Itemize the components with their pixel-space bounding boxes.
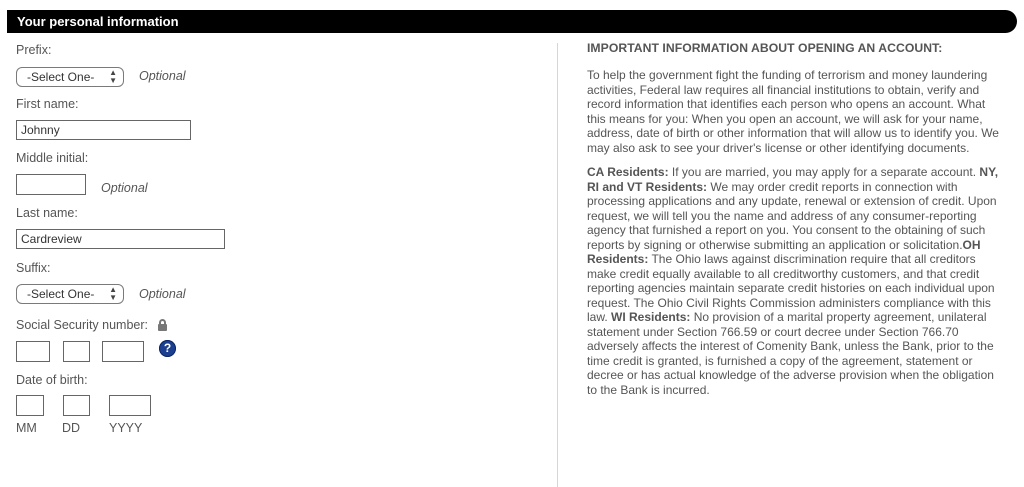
- wi-residents-text: No provision of a marital property agreement, unilateral statement under Section 766.59 or court decree under Section 766.70 adversely affects the interest of Comenity Bank, unless the Bank, prior to the time credit is granted, is furnished a copy of the agreement, statement or decree or has actual knowledge of the adverse provision when the obligation to the Bank is incurred.: [587, 310, 994, 397]
- ssn-part2-input[interactable]: [63, 341, 90, 362]
- oh-residents-label: OH Residents:: [587, 237, 981, 266]
- middle-initial-label: Middle initial:: [16, 151, 89, 165]
- dob-month-caption: MM: [16, 421, 37, 435]
- column-divider: [557, 43, 558, 487]
- prefix-select[interactable]: [16, 67, 124, 87]
- ca-residents-label: CA Residents:: [587, 165, 669, 179]
- info-paragraph: To help the government fight the funding of terrorism and money laundering activities, Federal law requires all financial institutions to obtain, verify and record information that identifies each person who opens an account. What this means for you: When you open an account, we will ask for your name, address, date of birth or other information that will allow us to identify you. We may also ask to see your driver's license or other identifying documents.: [587, 68, 999, 155]
- account-info-panel: [587, 41, 1005, 407]
- ny-residents-label: NY, RI and VT Residents:: [587, 165, 999, 194]
- last-name-input[interactable]: Cardreview: [16, 229, 225, 249]
- first-name-label: First name:: [16, 97, 79, 111]
- select-arrows-icon: ▲ ▼: [109, 68, 117, 85]
- suffix-select-value: -Select One-: [27, 287, 95, 301]
- last-name-label: Last name:: [16, 206, 78, 220]
- middle-initial-input[interactable]: [16, 174, 86, 195]
- ssn-part1-input[interactable]: [16, 341, 50, 362]
- help-icon[interactable]: ?: [159, 340, 176, 357]
- prefix-label: Prefix:: [16, 43, 52, 57]
- info-heading: IMPORTANT INFORMATION ABOUT OPENING AN ACCOUNT:: [587, 41, 943, 55]
- suffix-select[interactable]: [16, 284, 124, 304]
- residents-paragraph: [587, 165, 1005, 397]
- dob-month-input[interactable]: [16, 395, 44, 416]
- section-title: Your personal information: [17, 14, 179, 29]
- ca-residents-text: If you are married, you may apply for a separate account.: [668, 165, 980, 179]
- suffix-optional: Optional: [139, 287, 186, 301]
- dob-label: Date of birth:: [16, 373, 88, 387]
- dob-day-input[interactable]: [63, 395, 90, 416]
- wi-residents-label: WI Residents:: [611, 310, 691, 324]
- dob-year-input[interactable]: [109, 395, 151, 416]
- prefix-optional: Optional: [139, 69, 186, 83]
- ssn-label: Social Security number:: [16, 318, 149, 332]
- oh-residents-text: The Ohio laws against discrimination require that all creditors make credit equally available to all creditworthy customers, and that credit reporting agencies maintain separate credit histories on each individual upon request. The Ohio Civil Rights Commission administers compliance with this law.: [587, 252, 995, 324]
- ssn-part3-input[interactable]: [102, 341, 144, 362]
- dob-year-caption: YYYY: [109, 421, 143, 435]
- select-arrows-icon: ▲ ▼: [109, 285, 117, 302]
- personal-info-form: [16, 0, 536, 487]
- lock-icon: [158, 319, 167, 331]
- suffix-label: Suffix:: [16, 261, 51, 275]
- middle-initial-optional: Optional: [101, 181, 148, 195]
- first-name-input[interactable]: Johnny: [16, 120, 191, 140]
- ny-residents-text: We may order credit reports in connection with processing applications and any update, renewal or extension of credit. Upon request, we will tell you the name and address of any consumer-reporting agency that furnished a report on you. You consent to the obtaining of such reports by signing or otherwise submitting an application or solicitation.: [587, 179, 997, 252]
- dob-day-caption: DD: [62, 421, 81, 435]
- prefix-select-value: -Select One-: [27, 70, 95, 84]
